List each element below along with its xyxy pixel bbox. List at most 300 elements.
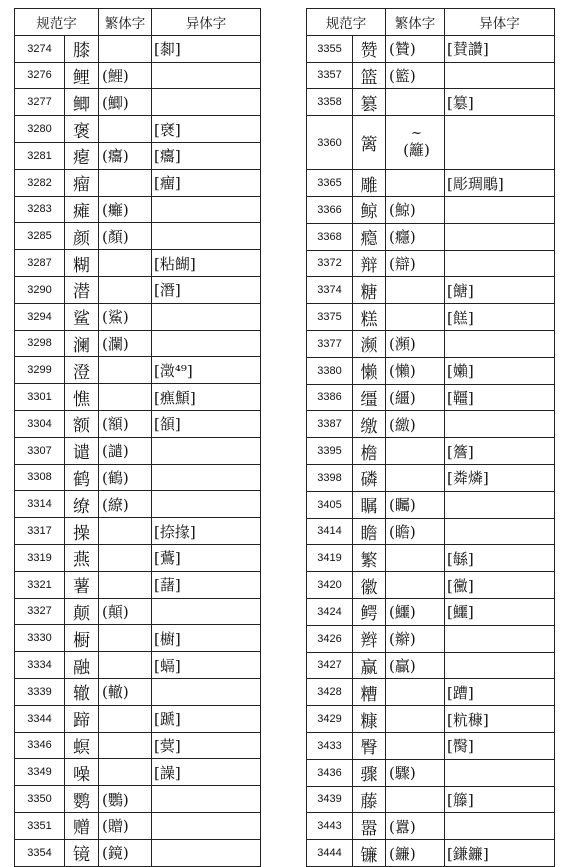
- traditional-char: (辮): [386, 625, 445, 652]
- standard-char: 潜: [65, 276, 99, 303]
- traditional-char: [99, 544, 152, 571]
- traditional-char: (鐮): [386, 840, 445, 867]
- variant-char: [澂⁴⁹]: [152, 357, 261, 384]
- standard-char: 糊: [65, 250, 99, 277]
- traditional-char: (癱): [99, 196, 152, 223]
- header-row: [15, 9, 261, 36]
- code-number: 3405: [307, 491, 353, 518]
- variant-char: [厀]: [152, 35, 261, 62]
- standard-char: 繁: [353, 545, 386, 572]
- table-row: [15, 625, 261, 652]
- standard-char: 颜: [65, 223, 99, 250]
- variant-char: [445, 518, 555, 545]
- traditional-char: [386, 277, 445, 304]
- code-number: 3357: [307, 62, 353, 89]
- table-row: [307, 438, 555, 465]
- standard-char: 瞩: [353, 491, 386, 518]
- standard-char: 臀: [353, 732, 386, 759]
- standard-char: 檐: [353, 438, 386, 465]
- traditional-char: [99, 732, 152, 759]
- code-number: 3319: [15, 544, 65, 571]
- standard-char: 橱: [65, 625, 99, 652]
- traditional-char: (轍): [99, 678, 152, 705]
- traditional-char: [99, 357, 152, 384]
- standard-char: 褒: [65, 116, 99, 143]
- code-number: 3350: [15, 786, 65, 813]
- standard-char: 融: [65, 652, 99, 679]
- table-row: [15, 518, 261, 545]
- table-row: [307, 706, 555, 733]
- code-number: 3280: [15, 116, 65, 143]
- header-row: [307, 9, 555, 36]
- standard-char: 操: [65, 518, 99, 545]
- variant-char: [黴]: [445, 572, 555, 599]
- table-row: [15, 250, 261, 277]
- table-row: [307, 518, 555, 545]
- code-number: 3285: [15, 223, 65, 250]
- standard-char: 雕: [353, 170, 386, 197]
- traditional-char: (鯊): [99, 303, 152, 330]
- traditional-char: (驟): [386, 759, 445, 786]
- standard-char: 颠: [65, 598, 99, 625]
- code-number: 3304: [15, 410, 65, 437]
- left-character-table: [14, 8, 261, 867]
- table-row: [15, 196, 261, 223]
- table-row: [15, 223, 261, 250]
- code-number: 3287: [15, 250, 65, 277]
- variant-char: [鎌鐮]: [445, 840, 555, 867]
- table-row: [307, 411, 555, 438]
- traditional-char: [99, 384, 152, 411]
- table-row: [15, 571, 261, 598]
- code-number: 3317: [15, 518, 65, 545]
- standard-char: 辫: [353, 625, 386, 652]
- standard-char: 缰: [353, 384, 386, 411]
- variant-char: [152, 678, 261, 705]
- variant-char: [445, 196, 555, 223]
- code-number: 3298: [15, 330, 65, 357]
- traditional-char: (瀕): [386, 330, 445, 357]
- code-number: 3374: [307, 277, 353, 304]
- code-number: 3427: [307, 652, 353, 679]
- standard-char: 鲸: [353, 196, 386, 223]
- standard-char: 磷: [353, 464, 386, 491]
- traditional-char: (籃): [386, 62, 445, 89]
- standard-char: 鲫: [65, 89, 99, 116]
- variant-char: [簒]: [445, 89, 555, 116]
- standard-char: 徽: [353, 572, 386, 599]
- standard-char: 燕: [65, 544, 99, 571]
- variant-char: [445, 116, 555, 170]
- traditional-char: [99, 652, 152, 679]
- variant-char: [152, 598, 261, 625]
- table-row: [307, 786, 555, 813]
- standard-char: 谴: [65, 437, 99, 464]
- traditional-char: [386, 706, 445, 733]
- code-number: 3282: [15, 169, 65, 196]
- traditional-char: (鯽): [99, 89, 152, 116]
- standard-char: 蹄: [65, 705, 99, 732]
- traditional-char: [99, 250, 152, 277]
- variant-char: [癅]: [152, 169, 261, 196]
- traditional-char: (顏): [99, 223, 152, 250]
- code-number: 3274: [15, 35, 65, 62]
- code-number: 3439: [307, 786, 353, 813]
- code-number: 3277: [15, 89, 65, 116]
- header-standard-char: 规范字: [307, 9, 386, 36]
- traditional-char: (鶴): [99, 464, 152, 491]
- traditional-char: [386, 304, 445, 331]
- traditional-char: (贈): [99, 812, 152, 839]
- variant-char: [152, 812, 261, 839]
- code-number: 3321: [15, 571, 65, 598]
- code-number: 3380: [307, 357, 353, 384]
- traditional-char: (瀾): [99, 330, 152, 357]
- standard-char: 鹦: [65, 786, 99, 813]
- traditional-char: [386, 679, 445, 706]
- variant-char: [445, 813, 555, 840]
- variant-char: [445, 250, 555, 277]
- code-number: 3349: [15, 759, 65, 786]
- variant-char: [蹧]: [445, 679, 555, 706]
- traditional-char: [99, 116, 152, 143]
- variant-char: [蓂]: [152, 732, 261, 759]
- traditional-char: (癟): [99, 142, 152, 169]
- variant-char: [褎]: [152, 116, 261, 143]
- table-row: [307, 598, 555, 625]
- code-number: 3358: [307, 89, 353, 116]
- table-row: [15, 35, 261, 62]
- standard-char: 缭: [65, 491, 99, 518]
- code-number: 3339: [15, 678, 65, 705]
- code-number: 3354: [15, 839, 65, 866]
- code-number: 3428: [307, 679, 353, 706]
- code-number: 3299: [15, 357, 65, 384]
- table-row: [15, 812, 261, 839]
- table-row: [307, 625, 555, 652]
- table-row: [307, 491, 555, 518]
- table-row: [307, 652, 555, 679]
- header-variant-char: 异体字: [445, 9, 555, 36]
- variant-char: [粘餬]: [152, 250, 261, 277]
- standard-char: 骤: [353, 759, 386, 786]
- traditional-char: (瞻): [386, 518, 445, 545]
- variant-char: [臋]: [445, 732, 555, 759]
- table-row: [15, 116, 261, 143]
- traditional-char: [99, 705, 152, 732]
- code-number: 3301: [15, 384, 65, 411]
- code-number: 3355: [307, 35, 353, 62]
- traditional-char: (繳): [386, 411, 445, 438]
- traditional-char: (譴): [99, 437, 152, 464]
- variant-char: [籐]: [445, 786, 555, 813]
- code-number: 3387: [307, 411, 353, 438]
- table-row: [307, 357, 555, 384]
- standard-char: 赢: [353, 652, 386, 679]
- variant-char: [445, 62, 555, 89]
- traditional-char: [99, 276, 152, 303]
- code-number: 3386: [307, 384, 353, 411]
- table-row: [307, 464, 555, 491]
- standard-char: 糖: [353, 277, 386, 304]
- variant-char: [152, 89, 261, 116]
- traditional-char: [386, 545, 445, 572]
- traditional-char: (矚): [386, 491, 445, 518]
- variant-char: [韁]: [445, 384, 555, 411]
- standard-char: 镰: [353, 840, 386, 867]
- traditional-char: [99, 518, 152, 545]
- table-row: [307, 170, 555, 197]
- traditional-char: (鏡): [99, 839, 152, 866]
- code-number: 3330: [15, 625, 65, 652]
- standard-char: 篮: [353, 62, 386, 89]
- variant-char: [152, 330, 261, 357]
- table-row: [15, 89, 261, 116]
- traditional-char: [99, 571, 152, 598]
- code-number: 3366: [307, 196, 353, 223]
- header-traditional-char: 繁体字: [386, 9, 445, 36]
- traditional-char: (鯨): [386, 196, 445, 223]
- variant-char: [螎]: [152, 652, 261, 679]
- variant-char: [445, 491, 555, 518]
- variant-char: [445, 652, 555, 679]
- code-number: 3420: [307, 572, 353, 599]
- standard-char: 瘤: [65, 169, 99, 196]
- table-row: [307, 732, 555, 759]
- code-number: 3398: [307, 464, 353, 491]
- variant-char: [鱷]: [445, 598, 555, 625]
- table-row: [307, 250, 555, 277]
- variant-char: [152, 464, 261, 491]
- table-row: [15, 142, 261, 169]
- code-number: 3429: [307, 706, 353, 733]
- table-row: [307, 89, 555, 116]
- code-number: 3307: [15, 437, 65, 464]
- variant-char: [152, 62, 261, 89]
- variant-char: [簷]: [445, 438, 555, 465]
- table-row: [307, 384, 555, 411]
- code-number: 3444: [307, 840, 353, 867]
- variant-char: [緐]: [445, 545, 555, 572]
- standard-char: 瞻: [353, 518, 386, 545]
- traditional-char: [99, 35, 152, 62]
- standard-char: 瘾: [353, 223, 386, 250]
- table-row: [307, 277, 555, 304]
- table-row: [307, 330, 555, 357]
- variant-char: [癄顦]: [152, 384, 261, 411]
- code-number: 3344: [15, 705, 65, 732]
- variant-char: [賛讚]: [445, 35, 555, 62]
- table-row: [15, 330, 261, 357]
- code-number: 3372: [307, 250, 353, 277]
- table-row: [307, 572, 555, 599]
- code-number: 3276: [15, 62, 65, 89]
- table-row: [15, 705, 261, 732]
- variant-char: [藷]: [152, 571, 261, 598]
- standard-char: 辙: [65, 678, 99, 705]
- traditional-char: [386, 464, 445, 491]
- table-row: [15, 678, 261, 705]
- table-row: [15, 437, 261, 464]
- table-row: [15, 652, 261, 679]
- standard-char: 濒: [353, 330, 386, 357]
- code-number: 3327: [15, 598, 65, 625]
- standard-char: 瘪: [65, 142, 99, 169]
- standard-char: 鲤: [65, 62, 99, 89]
- code-number: 3346: [15, 732, 65, 759]
- standard-char: 澄: [65, 357, 99, 384]
- variant-char: [152, 491, 261, 518]
- traditional-char: [99, 625, 152, 652]
- standard-char: 鹤: [65, 464, 99, 491]
- standard-char: 瘫: [65, 196, 99, 223]
- standard-char: 鲨: [65, 303, 99, 330]
- code-number: 3365: [307, 170, 353, 197]
- code-number: 3433: [307, 732, 353, 759]
- table-row: [15, 759, 261, 786]
- variant-char: [152, 786, 261, 813]
- traditional-char: [386, 438, 445, 465]
- standard-char: 澜: [65, 330, 99, 357]
- code-number: 3314: [15, 491, 65, 518]
- standard-char: 辩: [353, 250, 386, 277]
- variant-char: [潛]: [152, 276, 261, 303]
- table-row: [15, 491, 261, 518]
- standard-char: 憔: [65, 384, 99, 411]
- table-row: [307, 679, 555, 706]
- table-row: [307, 62, 555, 89]
- traditional-char: (鱷): [386, 598, 445, 625]
- code-number: 3414: [307, 518, 353, 545]
- table-row: [15, 598, 261, 625]
- variant-char: [445, 625, 555, 652]
- table-row: [15, 732, 261, 759]
- variant-char: [152, 223, 261, 250]
- table-row: [307, 759, 555, 786]
- standard-char: 赞: [353, 35, 386, 62]
- standard-char: 噪: [65, 759, 99, 786]
- table-row: [15, 410, 261, 437]
- table-row: [15, 464, 261, 491]
- traditional-char: (癮): [386, 223, 445, 250]
- traditional-char: (鸚): [99, 786, 152, 813]
- variant-char: [445, 411, 555, 438]
- code-number: 3395: [307, 438, 353, 465]
- variant-char: [152, 196, 261, 223]
- table-row: [15, 357, 261, 384]
- traditional-char: [386, 170, 445, 197]
- code-number: 3308: [15, 464, 65, 491]
- traditional-char: [386, 732, 445, 759]
- traditional-char: [99, 759, 152, 786]
- right-character-table: [306, 8, 555, 867]
- variant-char: [餹]: [445, 277, 555, 304]
- standard-char: 镜: [65, 839, 99, 866]
- traditional-char: [386, 116, 445, 170]
- traditional-char: (鯉): [99, 62, 152, 89]
- variant-char: [445, 330, 555, 357]
- standard-char: 篡: [353, 89, 386, 116]
- variant-char: [蹏]: [152, 705, 261, 732]
- table-row: [15, 544, 261, 571]
- standard-char: 糕: [353, 304, 386, 331]
- traditional-char: [386, 786, 445, 813]
- code-number: 3351: [15, 812, 65, 839]
- traditional-char: (繚): [99, 491, 152, 518]
- variant-char: [彫琱鵰]: [445, 170, 555, 197]
- standard-char: 鳄: [353, 598, 386, 625]
- variant-char: [粦燐]: [445, 464, 555, 491]
- table-row: [307, 545, 555, 572]
- standard-char: 薯: [65, 571, 99, 598]
- code-number: 3375: [307, 304, 353, 331]
- table-row: [307, 35, 555, 62]
- standard-char: 额: [65, 410, 99, 437]
- traditional-char: [99, 169, 152, 196]
- variant-char: [捺掾]: [152, 518, 261, 545]
- table-row: [307, 813, 555, 840]
- variant-char: [445, 759, 555, 786]
- code-number: 3281: [15, 142, 65, 169]
- tilde-mark: ~: [411, 126, 422, 142]
- traditional-char: (辯): [386, 250, 445, 277]
- code-number: 3377: [307, 330, 353, 357]
- code-number: 3443: [307, 813, 353, 840]
- code-number: 3426: [307, 625, 353, 652]
- table-row: [15, 276, 261, 303]
- standard-char: 嚣: [353, 813, 386, 840]
- code-number: 3368: [307, 223, 353, 250]
- standard-char: 螟: [65, 732, 99, 759]
- variant-char: [152, 437, 261, 464]
- traditional-char: (懶): [386, 357, 445, 384]
- variant-char: [櫥]: [152, 625, 261, 652]
- standard-char: 赠: [65, 812, 99, 839]
- table-row: [307, 116, 555, 170]
- table-row: [15, 62, 261, 89]
- table-row: [307, 223, 555, 250]
- traditional-char: (贊): [386, 35, 445, 62]
- table-row: [307, 304, 555, 331]
- table-row: [15, 384, 261, 411]
- variant-char: [鷰]: [152, 544, 261, 571]
- standard-char: 缴: [353, 411, 386, 438]
- code-number: 3283: [15, 196, 65, 223]
- header-standard-char: 规范字: [15, 9, 99, 36]
- code-number: 3360: [307, 116, 353, 170]
- standard-char: 膝: [65, 35, 99, 62]
- traditional-char: [386, 89, 445, 116]
- standard-char: 糟: [353, 679, 386, 706]
- traditional-char: (額): [99, 410, 152, 437]
- variant-char: [譟]: [152, 759, 261, 786]
- code-number: 3436: [307, 759, 353, 786]
- traditional-char: (囂): [386, 813, 445, 840]
- code-number: 3334: [15, 652, 65, 679]
- variant-char: [癟]: [152, 142, 261, 169]
- traditional-char: [386, 572, 445, 599]
- standard-char: 懒: [353, 357, 386, 384]
- traditional-char: (顛): [99, 598, 152, 625]
- variant-char: [嬾]: [445, 357, 555, 384]
- standard-char: 藤: [353, 786, 386, 813]
- variant-char: [152, 303, 261, 330]
- standard-char: 篱: [353, 116, 386, 170]
- header-traditional-char: 繁体字: [99, 9, 152, 36]
- table-row: [15, 169, 261, 196]
- table-row: [15, 303, 261, 330]
- variant-char: [粇穅]: [445, 706, 555, 733]
